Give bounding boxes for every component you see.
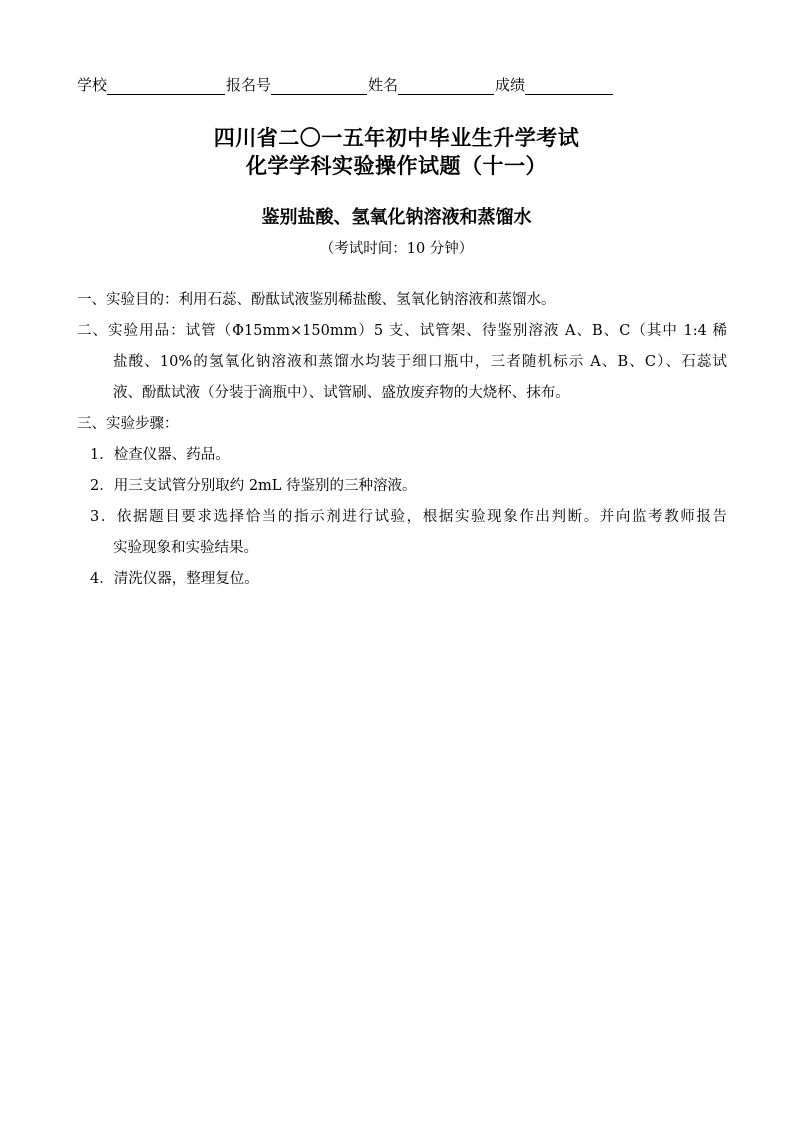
step-2: 2．用三支试管分别取约 2mL 待鉴别的三种溶液。	[90, 478, 417, 494]
step-1: 1．检查仪器、药品。	[90, 447, 230, 463]
school-label: 学校	[77, 76, 108, 94]
registration-number-label: 报名号	[226, 76, 272, 94]
school-blank	[107, 78, 225, 95]
exam-body	[77, 285, 727, 595]
step-3-line-2: 实验现象和实验结果。	[113, 540, 258, 556]
exam-title-line1: 四川省二〇一五年初中毕业生升学考试	[213, 125, 580, 150]
score-blank	[525, 78, 613, 95]
score-label: 成绩	[495, 76, 526, 94]
steps-heading: 三、实验步骤：	[77, 416, 179, 432]
registration-number-blank	[271, 78, 367, 95]
step-4: 4．清洗仪器，整理复位。	[90, 571, 259, 587]
exam-title-line2: 化学学科实验操作试题（十一）	[246, 153, 547, 178]
purpose-section: 一、实验目的：利用石蕊、酚酞试液鉴别稀盐酸、氢氧化钠溶液和蒸馏水。	[77, 292, 556, 308]
materials-line-1: 二、实验用品：试管（Φ15mm×150mm）5 支、试管架、待鉴别溶液 A、B、C（其中 1:4 稀	[77, 323, 727, 339]
candidate-info-line	[77, 75, 614, 95]
name-label: 姓名	[368, 76, 399, 94]
experiment-title: 鉴别盐酸、氢氧化钠溶液和蒸馏水	[261, 207, 532, 228]
name-blank	[398, 78, 494, 95]
materials-line-3: 液、酚酞试液（分装于滴瓶中）、试管刷、盛放废弃物的大烧杯、抹布。	[113, 385, 570, 401]
materials-line-2: 盐酸、10%的氢氧化钠溶液和蒸馏水均装于细口瓶中，三者随机标示 A、B、C）、石蕊试	[113, 354, 727, 370]
exam-time: （考试时间：10 分钟）	[319, 241, 474, 257]
step-3-line-1: 3．依据题目要求选择恰当的指示剂进行试验，根据实验现象作出判断。并向监考教师报告	[90, 509, 727, 525]
